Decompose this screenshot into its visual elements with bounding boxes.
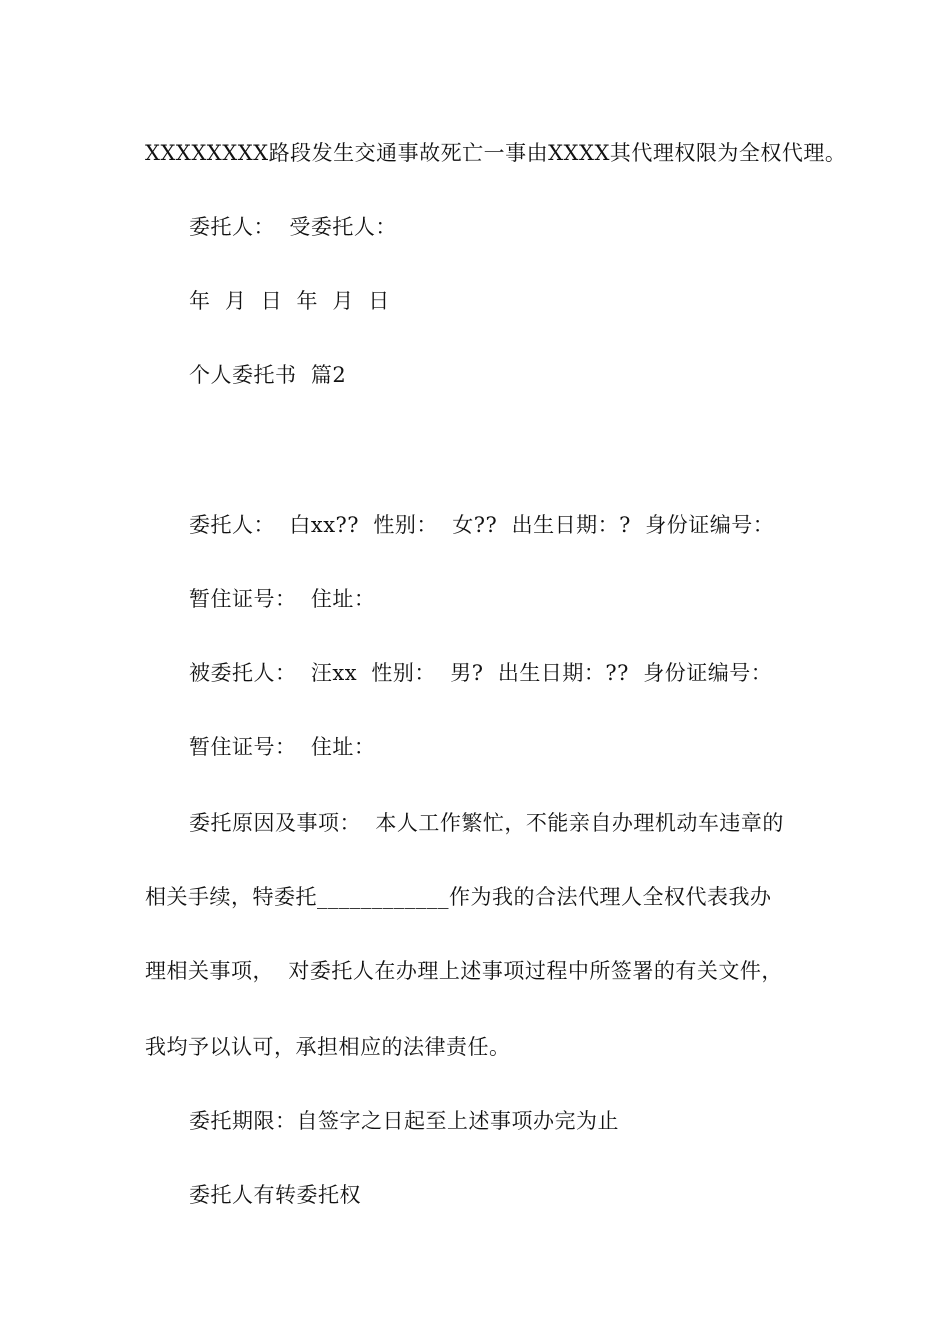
signature-labels: 委托人： 受委托人： (189, 215, 397, 239)
section-heading: 个人委托书 篇2 (189, 363, 347, 387)
agent-info: 被委托人： 汪xx 性别： 男? 出生日期：?? 身份证编号： (189, 661, 773, 685)
paragraph-line-1: XXXXXXXX路段发生交通事故死亡一事由XXXX其代理权限为全权代理。 (145, 141, 847, 165)
reason-line-4: 我均予以认可，承担相应的法律责任。 (145, 1035, 511, 1059)
reason-line-2: 相关手续，特委托____________作为我的合法代理人全权代表我办 (145, 885, 772, 909)
agent-address: 暂住证号： 住址： (189, 735, 376, 759)
principal-info: 委托人： 白xx?? 性别： 女?? 出生日期：? 身份证编号： (189, 513, 775, 537)
reason-line-1: 委托原因及事项： 本人工作繁忙，不能亲自办理机动车违章的 (189, 811, 784, 835)
sub-delegation-line: 委托人有转委托权 (189, 1183, 361, 1207)
principal-address: 暂住证号： 住址： (189, 587, 376, 611)
term-line: 委托期限：自签字之日起至上述事项办完为止 (189, 1109, 619, 1133)
signature-dates: 年 月 日 年 月 日 (189, 289, 390, 313)
reason-line-3: 理相关事项， 对委托人在办理上述事项过程中所签署的有关文件， (145, 959, 783, 983)
